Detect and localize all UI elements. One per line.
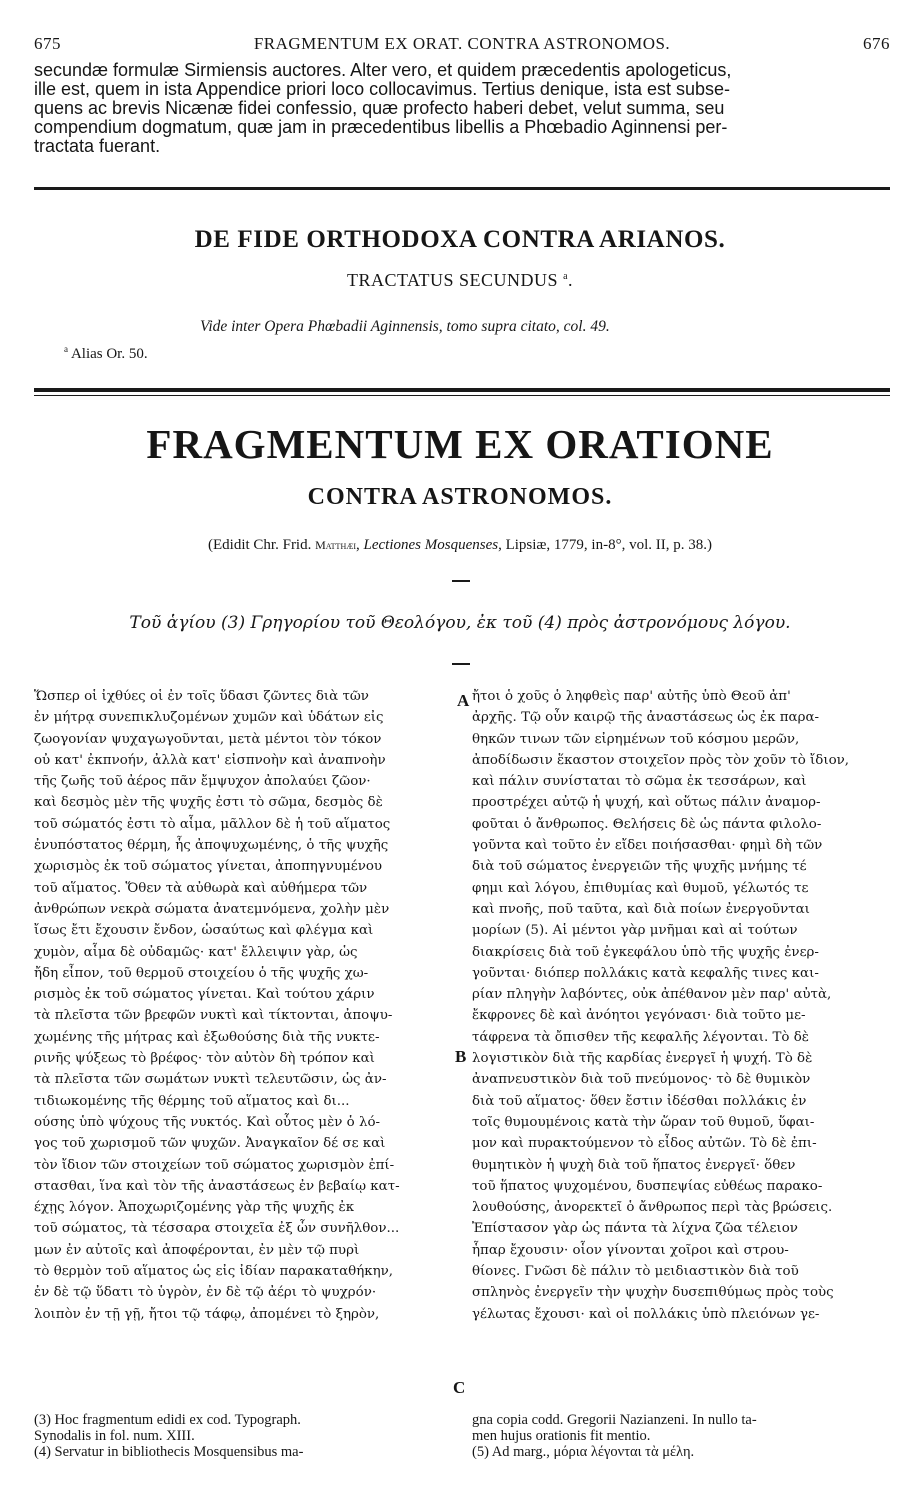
text-line: ἤδη εἶπον, τοῦ θερμοῦ στοιχείου ὁ τῆς ψυχῆς χω- [34, 965, 369, 981]
intro-line: quens ac brevis Nicænæ fidei confessio, quæ profecto haberi debet, velut summa, seu [34, 98, 725, 118]
text-line: ἀρχῆς. Τῷ οὖν καιρῷ τῆς ἀναστάσεως ὡς ἐκ παρα- [472, 710, 820, 726]
text-line: γέλωτας ἔχουσι· καὶ οἱ πολλάκις ὑπὸ πλειόνων γε- [472, 1306, 820, 1322]
editor-name: Matthæi [315, 538, 356, 552]
text-line: ἀποδίδωσιν ἕκαστον στοιχεῖον πρὸς τὸν χοῦν τὸ ἴδιον, [472, 752, 850, 768]
fragment-subtitle: CONTRA ASTRONOMOS. [307, 484, 613, 510]
edition-work-title: Lectiones Mosquenses [363, 537, 499, 553]
footnote-line: gna copia codd. Gregorii Nazianzeni. In nullo ta- [472, 1412, 757, 1428]
intro-line: ille est, quem in ista Appendice priori loco collocavimus. Tertius denique, ista est subse- [34, 79, 731, 99]
section-title: DE FIDE ORTHODOXA CONTRA ARIANOS. [194, 226, 726, 253]
fragment-title: FRAGMENTUM EX ORATIONE [146, 421, 774, 467]
edition-note-part: , [356, 537, 364, 553]
footnote-mark: a [64, 344, 68, 354]
text-line: λογιστικὸν διὰ τῆς καρδίας ἐνεργεῖ ἡ ψυχή. Τὸ δὲ [472, 1051, 813, 1067]
text-line: θηκῶν τινων τῶν εἰρημένων τοῦ κόσμου μερῶν, [472, 731, 800, 747]
text-line: οὐ κατ' ἐκπνοήν, ἀλλὰ κατ' εἰσπνοὴν καὶ ἀναπνοὴν [34, 752, 386, 768]
double-rule-bottom [34, 395, 890, 396]
text-line: θυμητικὸν ἡ ψυχὴ διὰ τοῦ ἥπατος ἐνεργεῖ· ὅθεν [472, 1157, 796, 1173]
text-line: λουθούσης, ἀνορεκτεῖ ὁ ἄνθρωπος περὶ τὰς βρώσεις. [472, 1200, 833, 1216]
text-line: καὶ πνοῆς, ποῦ ταῦτα, καὶ διὰ ποίων ἐνεργοῦνται [472, 901, 810, 917]
text-line: μορίων (5). Αἱ μέντοι γὰρ μνῆμαι καὶ αἱ τούτων [472, 923, 798, 939]
text-line: τοῦ σώματός ἐστι τὸ αἷμα, μᾶλλον δὲ ἡ τοῦ αἵματος [34, 816, 391, 832]
text-line: ἀναπνευστικὸν διὰ τοῦ πνεύμονος· τὸ δὲ θυμικὸν [472, 1072, 811, 1088]
section-subtitle: TRACTATUS SECUNDUS $^a$. [346, 270, 574, 290]
text-line: τάφρενα τὰ ὄπισθεν τῆς κεφαλῆς λέγονται. Τὸ δὲ [472, 1029, 809, 1045]
edition-note-part: , Lipsiæ, 1779, in-8°, vol. II, p. 38.) [498, 537, 712, 553]
intro-paragraph [34, 61, 890, 156]
section-subtitle-text: TRACTATUS SECUNDUS [346, 270, 559, 290]
text-line: φημι καὶ λόγου, ἐπιθυμίας καὶ θυμοῦ, γέλωτός τε [472, 880, 809, 896]
text-line: τοῖς θυμουμένοις κατὰ τὴν ὥραν τοῦ θυμοῦ, ὕφαι- [472, 1114, 815, 1130]
text-line: διὰ τοῦ αἵματος· ὅθεν ἔστιν ἰδέσθαι πολλάκις ἐν [472, 1093, 807, 1109]
text-line: λοιπὸν ἐν τῇ γῇ, ἤτοι τῷ τάφῳ, ἀπομένει τὸ ξηρὸν, [34, 1306, 380, 1322]
text-line: τοῦ αἵματος. Ὅθεν τὰ αὐθωρὰ καὶ αὐθήμερα τῶν [34, 880, 368, 896]
text-line: τιδιωκομένης τῆς θέρμης τοῦ αἵματος καὶ δι... [34, 1093, 350, 1109]
text-line: ρινῆς ψύξεως τὸ βρέφος· τὸν αὐτὸν δὴ τρόπον καὶ [34, 1051, 375, 1067]
double-rule-top [34, 388, 890, 392]
text-line: ούσης ὑπὸ ψύχους τῆς νυκτός. Καὶ οὗτος μὲν ὁ λό- [34, 1114, 381, 1130]
text-line: μων ἐν αὐτοῖς καὶ ἀποφέρονται, ἐν μὲν τῷ πυρὶ [34, 1242, 360, 1258]
text-line: χωμένης τῆς μήτρας καὶ ἐξωθούσης διὰ τῆς νυκτε- [34, 1029, 380, 1045]
text-line: τὸν ἴδιον τῶν στοιχείων τοῦ σώματος χωρισμὸν ἐπί- [34, 1157, 395, 1173]
edition-note [0, 537, 920, 554]
text-line: γος τοῦ χωρισμοῦ τῶν ψυχῶν. Ἀναγκαῖον δέ σε καὶ [34, 1136, 386, 1152]
text-line: ἴσως ἔτι ἔχουσιν ἔνδον, ὡσαύτως καὶ φλέγμα καὶ [34, 923, 374, 939]
left-column [34, 686, 455, 1325]
footnotes-left [34, 1412, 303, 1460]
divider-dash [452, 663, 470, 665]
intro-line: compendium dogmatum, quæ jam in præcedentibus libellis a Phœbadio Aginnensi per- [34, 117, 728, 137]
footnote-line: (3) Hoc fragmentum edidi ex cod. Typograph. [34, 1412, 301, 1428]
text-line: χωρισμὸς ἐκ τοῦ σώματος γίνεται, ἀποπηγνυμένου [34, 859, 383, 875]
margin-letter-a: A [457, 691, 470, 710]
alias-note [64, 344, 148, 363]
text-line: προστρέχει αὐτῷ ἡ ψυχή, καὶ οὕτως πάλιν ἀναμορ- [472, 795, 821, 811]
text-line: μον καὶ πυρακτούμενον τὸ εἶδος αὐτῶν. Τὸ δὲ ἐπι- [472, 1136, 817, 1152]
text-line: ἧπαρ ἔχουσιν· οἷον γίνονται χοῖροι καὶ στρου- [472, 1242, 789, 1258]
text-line: έχῃς λόγον. Ἀποχωριζομένης γὰρ τῆς ψυχῆς ἐκ [34, 1200, 355, 1216]
text-line: ἀνθρώπων νεκρὰ σώματα ἀνατεμνόμενα, χολὴν μὲν [34, 901, 390, 917]
text-line: ρίαν πληγὴν λαβόντες, οὐκ ἀπέθανον μὲν παρ' αὐτὰ, [472, 987, 832, 1003]
page-number-left: 675 [34, 34, 61, 53]
divider-dash [452, 580, 470, 582]
text-line: σπληνὸς ἐνεργεῖν τὴν ψυχὴν δυσεπιθύμως πρὸς τοὺς [472, 1285, 834, 1301]
section-divider [34, 187, 890, 190]
text-line: Ἐπίστασον γὰρ ὡς πάντα τὰ λίχνα ζῶα τέλειον [472, 1221, 798, 1237]
intro-line: secundæ formulæ Sirmiensis auctores. Alter vero, et quidem præcedentis apologeticus, [34, 60, 732, 80]
text-line: τῆς ζωῆς τοῦ ἀέρος πᾶν ἔμψυχον ἀπολαύει ζῶον· [34, 774, 371, 790]
page-number-right: 676 [863, 34, 890, 53]
text-line: τὰ πλεῖστα τῶν σωμάτων νυκτὶ τελευτῶσιν, ὡς ἀν- [34, 1072, 387, 1088]
text-line: καὶ πάλιν συνίσταται τὸ σῶμα ἐκ τεσσάρων, καὶ [472, 774, 807, 790]
text-line: γοῦνται· διόπερ πολλάκις κατὰ κεφαλῆς τινες και- [472, 965, 819, 981]
text-line: ρισμὸς ἐκ τοῦ σώματος γίνεται. Καὶ τούτου χάριν [34, 987, 375, 1003]
text-line: χυμὸν, αἷμα δὲ οὐδαμῶς· κατ' ἔλλειψιν γὰρ, ὡς [34, 944, 358, 960]
text-line: ἐν δὲ τῷ ὕδατι τὸ ὑγρὸν, ἐν δὲ τῷ ἀέρι τὸ ψυχρόν· [34, 1285, 377, 1301]
margin-letter-b: B [455, 1047, 467, 1066]
footnotes-right [472, 1412, 757, 1460]
running-head [34, 34, 890, 58]
footnote-mark: a [563, 271, 569, 282]
right-column [472, 686, 890, 1325]
text-line: στασθαι, ἵνα καὶ τὸν τῆς ἀναστάσεως ἐν βεβαίῳ κατ- [34, 1178, 400, 1194]
text-line: ζωογονίαν ψυχαγωγοῦνται, μετὰ μέντοι τὸν τόκον [34, 731, 382, 747]
text-line: τοῦ σώματος, τὰ τέσσαρα στοιχεῖα ἐξ ὧν συνῆλθον... [34, 1221, 400, 1237]
alias-note-text: Alias Or. 50. [70, 346, 148, 362]
text-line: γοῦντα καὶ τοῦτο ἐν εἴδει ποιήσασθαι· φημὶ δὴ τῶν [472, 838, 823, 854]
greek-heading: Τοῦ ἁγίου (3) Γρηγορίου τοῦ Θεολόγου, ἐκ τοῦ (4) πρὸς ἀστρονόμους λόγου. [129, 613, 791, 633]
text-line: διὰ τοῦ σώματος ἐνεργειῶν τῆς ψυχῆς μνήμης τέ [472, 859, 807, 875]
text-line: ἤτοι ὁ χοῦς ὁ ληφθεὶς παρ' αὐτῆς ὑπὸ Θεοῦ ἀπ' [472, 689, 791, 704]
text-line: τὸ θερμὸν τοῦ αἵματος ὡς εἰς ἰδίαν παρακαταθήκην, [34, 1264, 394, 1280]
text-line: φοῦται ὁ ἄνθρωπος. Θελήσεις δὲ ὡς πάντα φιλολο- [472, 816, 822, 832]
text-line: θίονες. Γνῶσι δὲ πάλιν τὸ μειδιαστικὸν διὰ τοῦ [472, 1264, 799, 1280]
margin-letter-c: C [453, 1378, 466, 1397]
vide-note: Vide inter Opera Phœbadii Aginnensis, tomo supra citato, col. 49. [200, 318, 610, 335]
intro-line: tractata fuerant. [34, 136, 161, 156]
text-line: ἐνυπόστατος θέρμη, ἧς ἀποψυχωμένης, ὁ τῆς ψυχῆς [34, 838, 389, 854]
edition-note-part: (Edidit Chr. Frid. [208, 537, 316, 553]
running-head-title: FRAGMENTUM EX ORAT. CONTRA ASTRONOMOS. [253, 34, 671, 53]
footnote-line: (5) Ad marg., μόρια λέγονται τὰ μέλη. [472, 1444, 695, 1460]
text-line: διακρίσεις διὰ τοῦ ἐγκεφάλου ὑπὸ τῆς ψυχῆς ἐνερ- [472, 944, 819, 960]
text-line: τὰ πλεῖστα τῶν βρεφῶν νυκτὶ καὶ τίκτονται, ἀποψυ- [34, 1008, 393, 1024]
text-line: τοῦ ἥπατος ψυχομένου, δυσπεψίας εὐθέως παρακο- [472, 1178, 823, 1194]
footnote-line: (4) Servatur in bibliothecis Mosquensibus ma- [34, 1444, 304, 1460]
footnote-line: men hujus orationis fit mentio. [472, 1428, 651, 1444]
text-line: ἔκφρονες δὲ καὶ ἀνόητοι γεγόνασι· διὰ τοῦτο με- [472, 1008, 806, 1024]
footnote-line: Synodalis in fol. num. XIII. [34, 1428, 195, 1444]
text-line: καὶ δεσμὸς μὲν τῆς ψυχῆς ἐστι τὸ σῶμα, δεσμὸς δὲ [34, 795, 383, 811]
text-line: Ὥσπερ οἱ ἰχθύες οἱ ἐν τοῖς ὕδασι ζῶντες διὰ τῶν [34, 689, 369, 704]
text-line: ἐν μήτρᾳ συνεπικλυζομένων χυμῶν καὶ ὑδάτων εἰς [34, 710, 384, 726]
